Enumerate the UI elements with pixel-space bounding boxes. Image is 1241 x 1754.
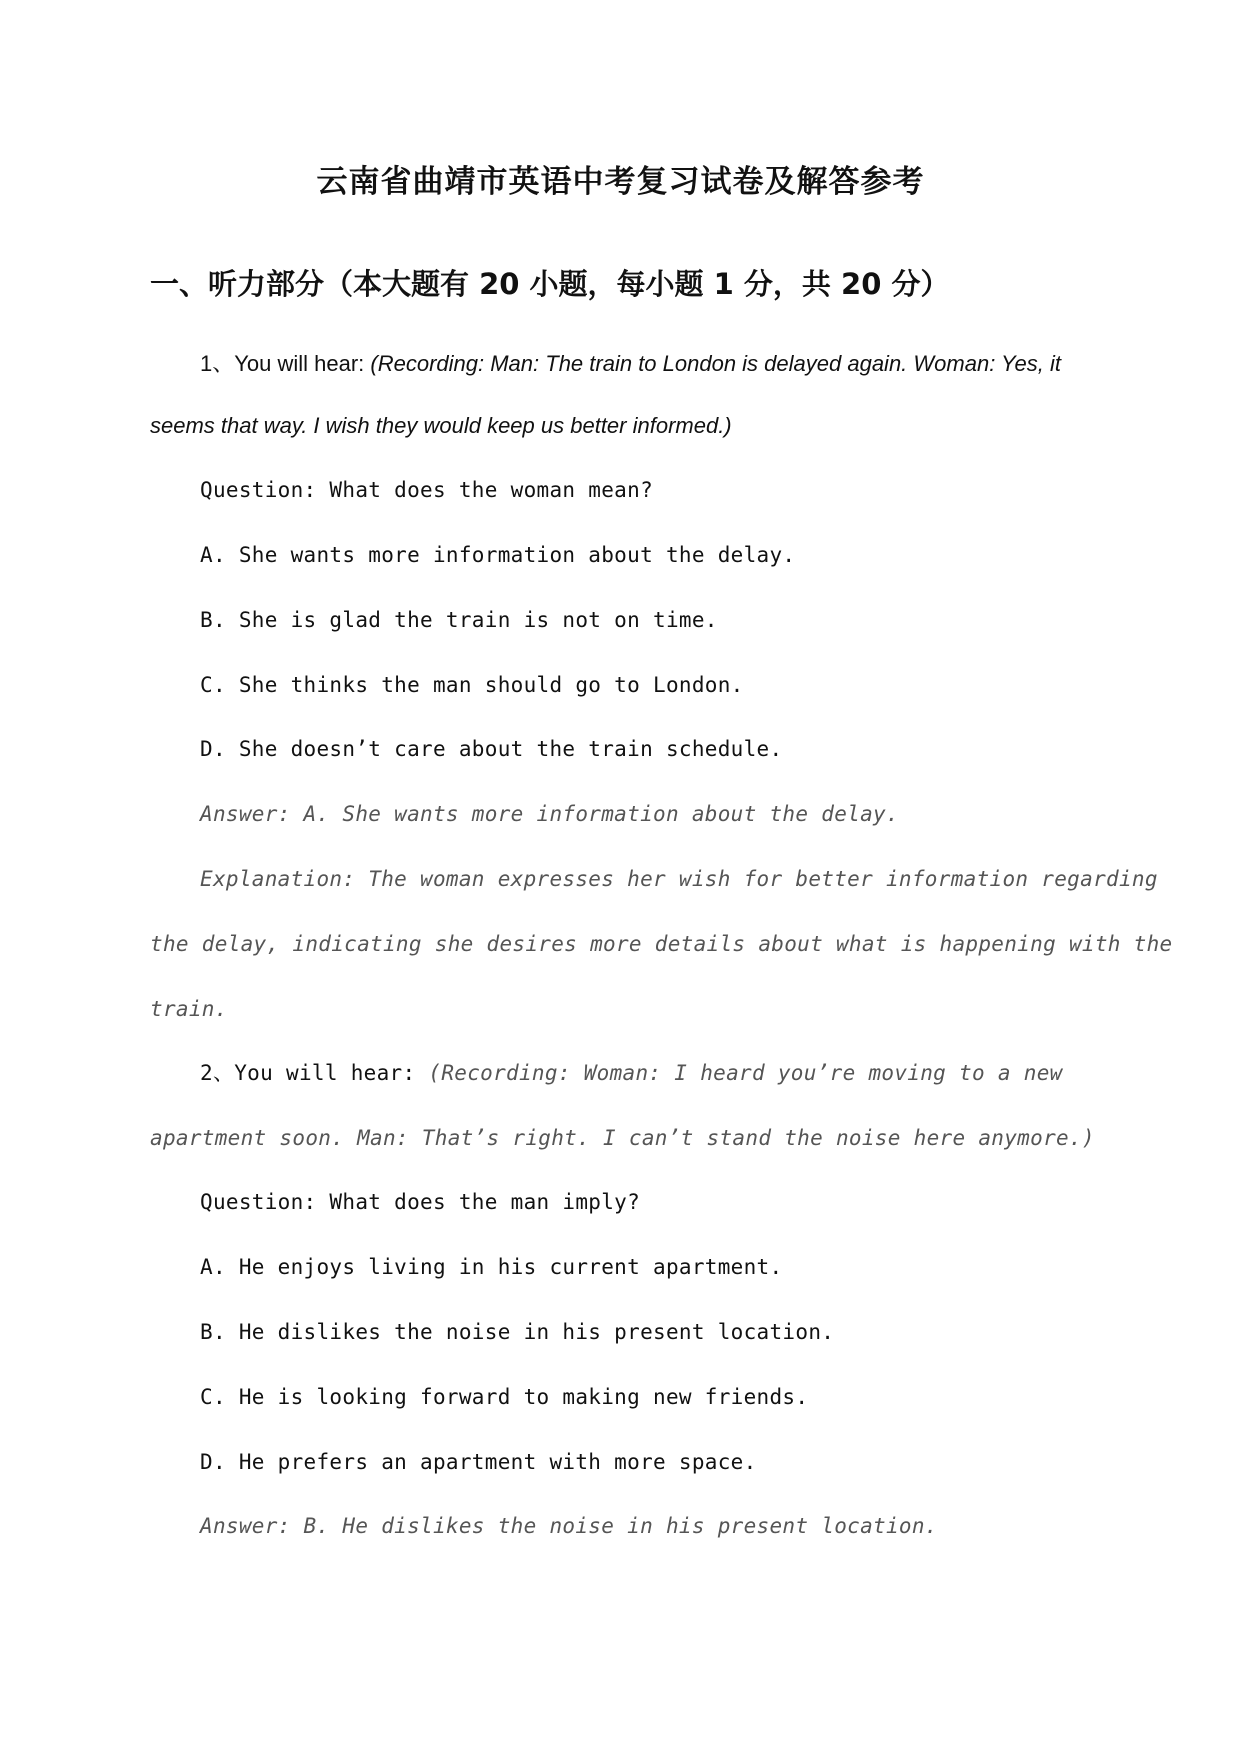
question-1-option-a: A. She wants more information about the delay. <box>200 543 796 567</box>
question-2-option-c: C. He is looking forward to making new friends. <box>200 1385 809 1409</box>
question-1-recording-line1: (Recording: Man: The train to London is delayed again. Woman: Yes, it <box>370 351 1061 376</box>
page-title: 云南省曲靖市英语中考复习试卷及解答参考 <box>316 164 925 200</box>
question-1-explanation-line2: the delay, indicating she desires more details about what is happening with the <box>150 932 1173 956</box>
question-1-recording-line2: seems that way. I wish they would keep us better informed.) <box>150 413 732 438</box>
question-1-prompt: Question: What does the woman mean? <box>200 478 654 502</box>
question-1-option-b: B. She is glad the train is not on time. <box>200 608 718 632</box>
section-heading: 一、听力部分（本大题有 20 小题，每小题 1 分，共 20 分） <box>150 267 950 301</box>
question-1-option-d: D. She doesn’t care about the train schedule. <box>200 737 783 761</box>
question-2-prefix: 2、You will hear: <box>200 1061 429 1085</box>
question-2-option-b: B. He dislikes the noise in his present location. <box>200 1320 835 1344</box>
question-1-answer: Answer: A. She wants more information about the delay. <box>200 802 899 826</box>
question-2-option-a: A. He enjoys living in his current apartment. <box>200 1255 783 1279</box>
question-2-recording-line2: apartment soon. Man: That’s right. I can’t stand the noise here anymore.) <box>150 1126 1095 1150</box>
question-1-prefix: 1、You will hear: <box>200 351 371 376</box>
question-1-intro <box>200 349 1061 379</box>
question-2-recording-line1: (Recording: Woman: I heard you’re moving to a new <box>428 1061 1063 1085</box>
question-1-option-c: C. She thinks the man should go to London. <box>200 673 744 697</box>
question-2-answer: Answer: B. He dislikes the noise in his present location. <box>200 1514 938 1538</box>
question-1-explanation-line3: train. <box>150 997 228 1021</box>
question-2-prompt: Question: What does the man imply? <box>200 1190 641 1214</box>
question-2-option-d: D. He prefers an apartment with more space. <box>200 1450 757 1474</box>
question-2-intro <box>200 1058 1063 1088</box>
question-1-explanation-line1: Explanation: The woman expresses her wish for better information regarding <box>200 867 1158 891</box>
